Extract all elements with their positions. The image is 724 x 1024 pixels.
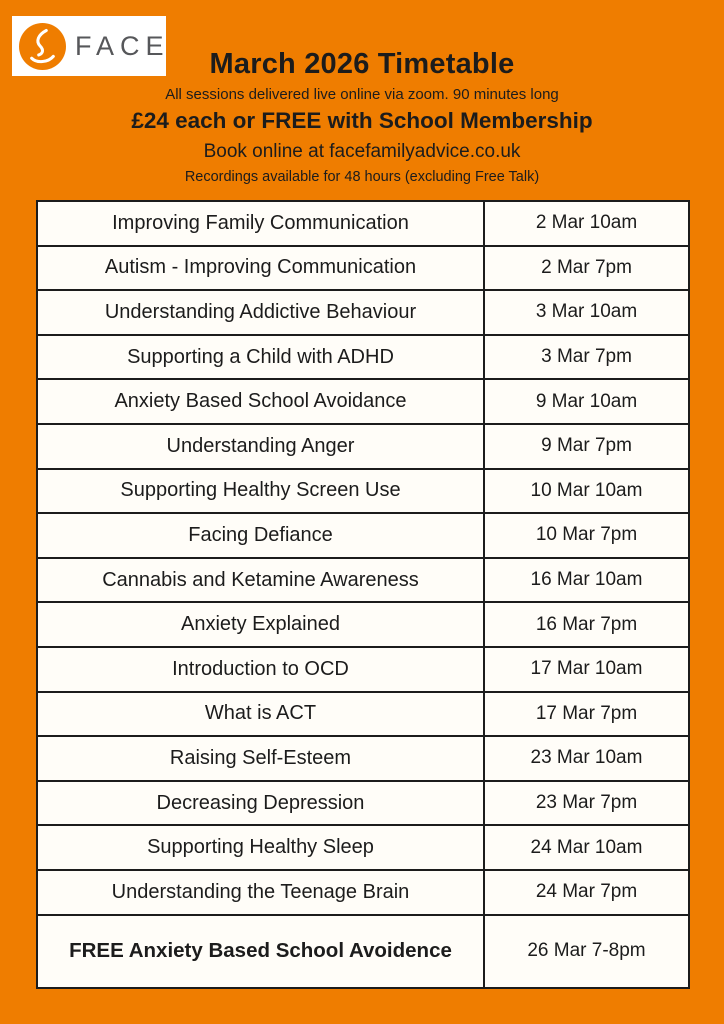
session-title: Cannabis and Ketamine Awareness (38, 559, 485, 602)
session-time: 26 Mar 7-8pm (527, 940, 646, 961)
session-title: Understanding the Teenage Brain (38, 871, 485, 914)
session-time: 17 Mar 7pm (535, 702, 638, 724)
session-title: Autism - Improving Communication (38, 247, 485, 290)
session-title: Facing Defiance (38, 514, 485, 557)
session-title: Supporting Healthy Sleep (38, 826, 485, 869)
session-title: Decreasing Depression (38, 782, 485, 825)
session-time: 24 Mar 7pm (535, 881, 638, 903)
session-time: 16 Mar 10am (530, 569, 643, 591)
table-row (38, 559, 688, 604)
table-row (38, 291, 688, 336)
session-title: Anxiety Explained (38, 603, 485, 646)
session-time: 24 Mar 10am (530, 836, 643, 858)
session-title: Understanding Addictive Behaviour (38, 291, 485, 334)
table-row (38, 871, 688, 916)
table-row (38, 916, 688, 987)
price-line: £24 each or FREE with School Membership (131, 108, 593, 133)
table-row (38, 247, 688, 292)
session-title: Improving Family Communication (38, 202, 485, 245)
session-time: 9 Mar 7pm (541, 435, 632, 457)
table-row (38, 737, 688, 782)
session-time: 3 Mar 7pm (541, 346, 632, 368)
session-title: Understanding Anger (38, 425, 485, 468)
sessions-info-line: All sessions delivered live online via zoom. 90 minutes long (165, 86, 559, 103)
table-row (38, 782, 688, 827)
recordings-line: Recordings available for 48 hours (excluding Free Talk) (184, 169, 540, 185)
session-time: 17 Mar 10am (530, 658, 643, 680)
session-time: 23 Mar 7pm (535, 792, 638, 814)
table-row (38, 470, 688, 515)
session-title: FREE Anxiety Based School Avoidence (38, 916, 485, 987)
session-title: Supporting a Child with ADHD (38, 336, 485, 379)
session-time: 10 Mar 10am (530, 479, 643, 501)
session-title: Raising Self-Esteem (38, 737, 485, 780)
session-time: 16 Mar 7pm (535, 613, 638, 635)
session-title: Anxiety Based School Avoidance (38, 380, 485, 423)
table-row (38, 648, 688, 693)
table-row (38, 514, 688, 559)
session-title: Introduction to OCD (38, 648, 485, 691)
session-title: What is ACT (38, 693, 485, 736)
page-title: March 2026 Timetable (209, 48, 515, 80)
session-time: 2 Mar 7pm (541, 256, 632, 278)
session-time: 9 Mar 10am (535, 390, 638, 412)
header (0, 0, 724, 185)
session-time: 3 Mar 10am (535, 301, 638, 323)
timetable (36, 200, 690, 989)
table-row (38, 336, 688, 381)
booking-line: Book online at facefamilyadvice.co.uk (203, 141, 521, 162)
session-time: 23 Mar 10am (530, 747, 643, 769)
table-row (38, 826, 688, 871)
table-row (38, 380, 688, 425)
table-row (38, 202, 688, 247)
table-row (38, 425, 688, 470)
session-title: Supporting Healthy Screen Use (38, 470, 485, 513)
face-logo-text: FACE (75, 30, 170, 61)
table-row (38, 603, 688, 648)
table-row (38, 693, 688, 738)
session-time: 2 Mar 10am (535, 212, 638, 234)
session-time: 10 Mar 7pm (535, 524, 638, 546)
